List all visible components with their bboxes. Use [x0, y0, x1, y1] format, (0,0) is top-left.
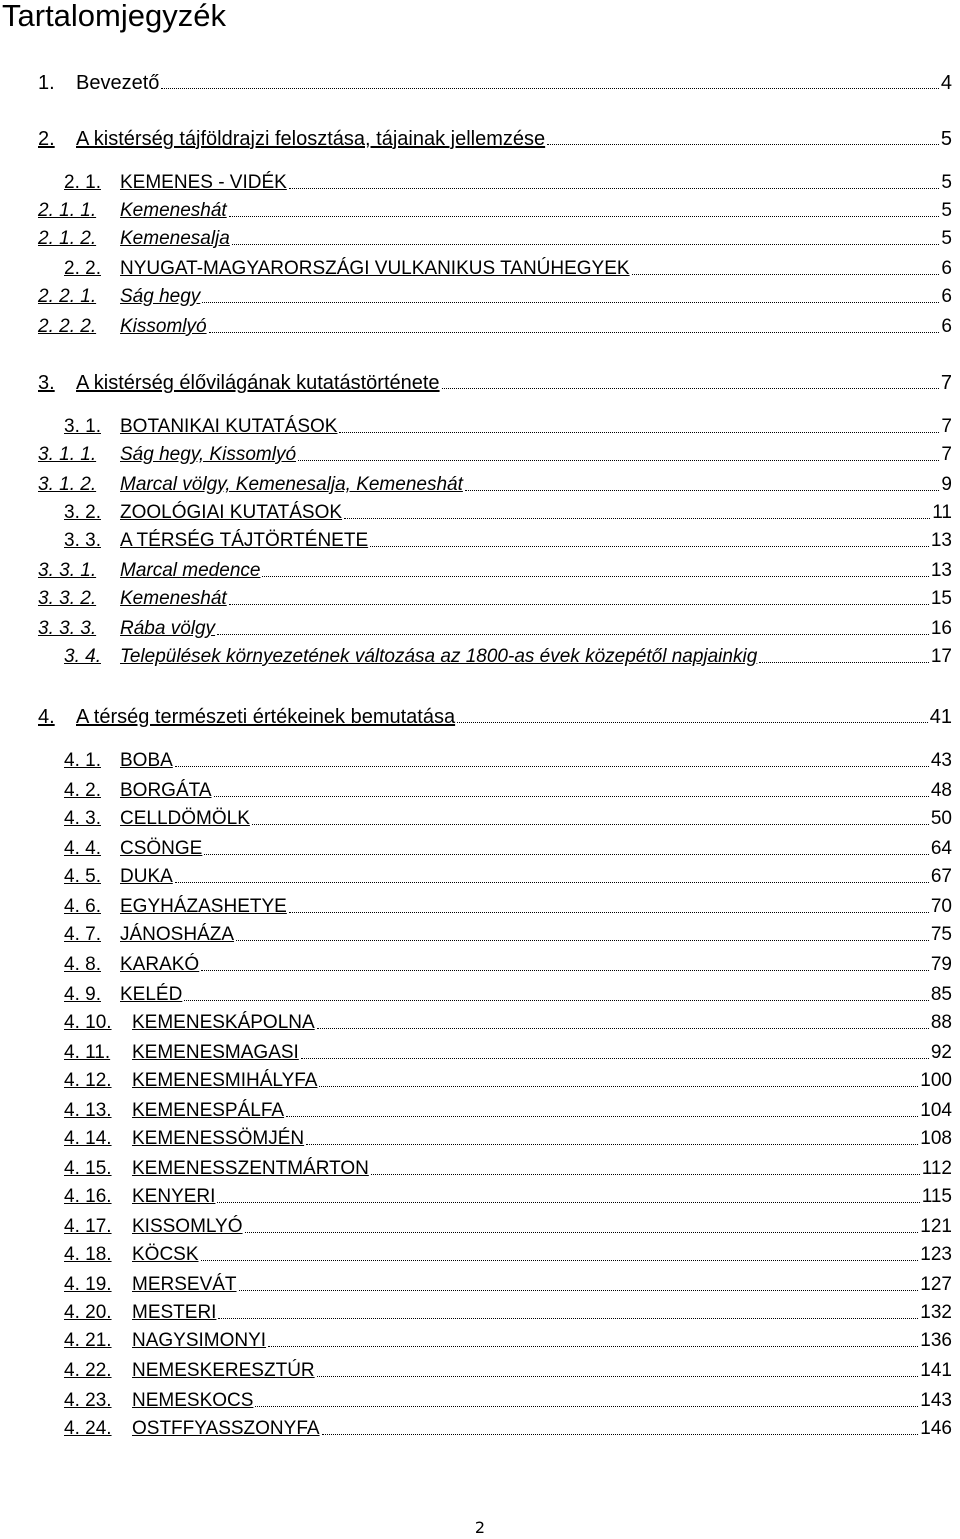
- toc-dot-leader: [217, 634, 929, 635]
- toc-entry-title: BOBA: [120, 750, 173, 771]
- toc-dot-leader: [184, 1000, 929, 1001]
- toc-entry-page-number: 141: [920, 1360, 952, 1381]
- toc-entry-page-number: 132: [920, 1302, 952, 1323]
- toc-entry-number: 4. 3.: [64, 808, 101, 829]
- page-number: 2: [474, 1518, 486, 1537]
- toc-entry[interactable]: [64, 896, 952, 918]
- toc-entry-title: Kemeneshát: [120, 588, 227, 609]
- toc-dot-leader: [306, 1144, 918, 1145]
- toc-entry-page-number: 48: [930, 780, 952, 801]
- toc-entry-title: A kistérség élővilágának kutatástörténete: [76, 372, 440, 394]
- toc-entry[interactable]: [64, 416, 952, 438]
- toc-entry-title: BORGÁTA: [120, 780, 212, 801]
- toc-dot-leader: [286, 1116, 918, 1117]
- toc-entry[interactable]: [64, 1360, 952, 1382]
- toc-entry-number: 2. 2.: [64, 258, 101, 279]
- toc-entry-title: KENYERI: [132, 1186, 216, 1207]
- toc-entry-title: Kissomlyó: [120, 316, 207, 337]
- toc-entry-page-number: 15: [930, 588, 952, 609]
- toc-entry-number: 2. 1. 2.: [38, 228, 97, 249]
- toc-entry[interactable]: [38, 316, 952, 338]
- toc-entry[interactable]: [38, 200, 952, 222]
- toc-dot-leader: [245, 1232, 919, 1233]
- toc-dot-leader: [218, 1318, 918, 1319]
- toc-entry-number: 3. 3.: [64, 530, 101, 551]
- toc-dot-leader: [268, 1346, 918, 1347]
- toc-entry-number: 4.: [38, 706, 55, 728]
- toc-entry-page-number: 79: [930, 954, 952, 975]
- toc-entry-title: KISSOMLYÓ: [132, 1216, 243, 1237]
- toc-entry[interactable]: [38, 444, 952, 466]
- toc-dot-leader: [317, 1028, 929, 1029]
- toc-entry-number: 2. 2. 1.: [38, 286, 97, 307]
- toc-entry[interactable]: [64, 1012, 952, 1034]
- toc-entry-title: KEMENESPÁLFA: [132, 1100, 285, 1121]
- toc-entry[interactable]: [64, 1274, 952, 1296]
- toc-entry-title: Ság hegy, Kissomlyó: [120, 444, 297, 465]
- toc-entry-page-number: 123: [920, 1244, 952, 1265]
- toc-entry[interactable]: [64, 780, 952, 802]
- toc-dot-leader: [370, 546, 929, 547]
- toc-dot-leader: [344, 518, 930, 519]
- toc-entry-page-number: 108: [920, 1128, 952, 1149]
- toc-entry-page-number: 13: [930, 560, 952, 581]
- toc-entry-title: DUKA: [120, 866, 173, 887]
- toc-entry-number: 3. 3. 2.: [38, 588, 97, 609]
- toc-dot-leader: [322, 1434, 919, 1435]
- toc-entry-page-number: 121: [920, 1216, 952, 1237]
- toc-entry-number: 3. 3. 1.: [38, 560, 97, 581]
- toc-entry-page-number: 5: [941, 228, 952, 249]
- toc-entry-page-number: 13: [930, 530, 952, 551]
- toc-entry-number: 4. 12.: [64, 1070, 112, 1091]
- toc-entry-number: 3. 1. 2.: [38, 474, 97, 495]
- toc-entry-number: 2. 1.: [64, 172, 101, 193]
- toc-entry-page-number: 5: [940, 128, 952, 150]
- toc-entry[interactable]: [38, 706, 952, 728]
- toc-dot-leader: [319, 1086, 918, 1087]
- toc-entry-title: KARAKÓ: [120, 954, 200, 975]
- toc-entry-page-number: 146: [920, 1418, 952, 1439]
- toc-entry-title: Települések környezetének változása az 1800-as évek közepétől napjainkig: [120, 646, 758, 667]
- toc-dot-leader: [232, 244, 940, 245]
- toc-entry-page-number: 6: [941, 316, 952, 337]
- toc-entry-number: 4. 21.: [64, 1330, 112, 1351]
- toc-dot-leader: [301, 1058, 929, 1059]
- toc-dot-leader: [252, 824, 929, 825]
- toc-entry-number: 4. 23.: [64, 1390, 112, 1411]
- toc-entry[interactable]: [38, 72, 952, 94]
- toc-entry[interactable]: [64, 984, 952, 1006]
- toc-dot-leader: [442, 388, 939, 389]
- toc-entry[interactable]: [64, 1128, 952, 1150]
- toc-dot-leader: [465, 490, 940, 491]
- toc-entry-number: 4. 2.: [64, 780, 101, 801]
- toc-entry-title: EGYHÁZASHETYE: [120, 896, 287, 917]
- toc-entry-page-number: 5: [941, 172, 952, 193]
- toc-entry[interactable]: [38, 560, 952, 582]
- toc-entry[interactable]: [38, 474, 952, 496]
- toc-dot-leader: [371, 1174, 920, 1175]
- toc-entry-number: 4. 17.: [64, 1216, 112, 1237]
- toc-entry-page-number: 5: [941, 200, 952, 221]
- toc-entry[interactable]: [64, 1186, 952, 1208]
- toc-entry[interactable]: [64, 530, 952, 552]
- toc-entry-number: 4. 18.: [64, 1244, 112, 1265]
- toc-dot-leader: [201, 970, 929, 971]
- toc-dot-leader: [161, 88, 938, 89]
- toc-entry-title: NEMESKOCS: [132, 1390, 254, 1411]
- toc-entry-number: 4. 5.: [64, 866, 101, 887]
- toc-entry[interactable]: [64, 1216, 952, 1238]
- toc-entry[interactable]: [64, 1418, 952, 1440]
- toc-entry-page-number: 127: [920, 1274, 952, 1295]
- toc-entry-page-number: 6: [941, 258, 952, 279]
- toc-entry-title: Bevezető: [76, 72, 160, 94]
- toc-entry-number: 4. 4.: [64, 838, 101, 859]
- toc-entry[interactable]: [38, 128, 952, 150]
- toc-entry-page-number: 41: [929, 706, 952, 728]
- toc-entry-title: CELLDÖMÖLK: [120, 808, 250, 829]
- toc-entry[interactable]: [64, 954, 952, 976]
- toc-dot-leader: [262, 576, 928, 577]
- toc-entry[interactable]: [64, 1158, 952, 1180]
- toc-dot-leader: [209, 332, 940, 333]
- toc-entry-page-number: 112: [921, 1158, 952, 1179]
- toc-entry-page-number: 64: [930, 838, 952, 859]
- toc-entry[interactable]: [64, 646, 952, 668]
- toc-dot-leader: [547, 144, 939, 145]
- toc-entry-number: 3. 4.: [64, 646, 101, 667]
- toc-dot-leader: [457, 722, 928, 723]
- toc-entry[interactable]: [64, 924, 952, 946]
- toc-entry-title: KEMENESSZENTMÁRTON: [132, 1158, 369, 1179]
- toc-entry-page-number: 17: [930, 646, 952, 667]
- toc-entry[interactable]: [64, 808, 952, 830]
- toc-entry-title: NYUGAT-MAGYARORSZÁGI VULKANIKUS TANÚHEGYEK: [120, 258, 630, 279]
- toc-entry-number: 4. 22.: [64, 1360, 112, 1381]
- toc-entry-page-number: 143: [920, 1390, 952, 1411]
- toc-entry-title: OSTFFYASSZONYFA: [132, 1418, 320, 1439]
- toc-entry-page-number: 136: [920, 1330, 952, 1351]
- toc-dot-leader: [217, 1202, 919, 1203]
- toc-entry-number: 4. 9.: [64, 984, 101, 1005]
- toc-entry-number: 4. 14.: [64, 1128, 112, 1149]
- toc-entry[interactable]: [64, 838, 952, 860]
- toc-entry-page-number: 100: [920, 1070, 952, 1091]
- toc-entry-number: 3. 3. 3.: [38, 618, 97, 639]
- toc-entry-title: A TÉRSÉG TÁJTÖRTÉNETE: [120, 530, 369, 551]
- toc-dot-leader: [255, 1406, 918, 1407]
- toc-entry-title: MERSEVÁT: [132, 1274, 237, 1295]
- toc-entry[interactable]: [64, 866, 952, 888]
- toc-dot-leader: [289, 188, 940, 189]
- toc-entry-page-number: 43: [930, 750, 952, 771]
- toc-entry-page-number: 9: [941, 474, 952, 495]
- toc-entry-title: JÁNOSHÁZA: [120, 924, 235, 945]
- toc-entry-number: 4. 19.: [64, 1274, 112, 1295]
- toc-entry-number: 4. 13.: [64, 1100, 112, 1121]
- toc-dot-leader: [759, 662, 929, 663]
- toc-dot-leader: [289, 912, 929, 913]
- toc-entry-title: KEMENESSÖMJÉN: [132, 1128, 305, 1149]
- toc-entry[interactable]: [64, 1100, 952, 1122]
- toc-dot-leader: [214, 796, 929, 797]
- toc-entry-number: 4. 1.: [64, 750, 101, 771]
- toc-entry-title: KÖCSK: [132, 1244, 199, 1265]
- toc-entry-number: 4. 15.: [64, 1158, 112, 1179]
- toc-entry-page-number: 92: [930, 1042, 952, 1063]
- toc-entry-number: 4. 6.: [64, 896, 101, 917]
- toc-entry-page-number: 7: [940, 372, 952, 394]
- toc-entry-title: Marcal medence: [120, 560, 261, 581]
- toc-entry-title: Kemeneshát: [120, 200, 227, 221]
- toc-entry-title: KEMENESMAGASI: [132, 1042, 299, 1063]
- toc-dot-leader: [201, 1260, 919, 1261]
- toc-entry-page-number: 67: [930, 866, 952, 887]
- toc-entry-title: CSÖNGE: [120, 838, 203, 859]
- toc-entry[interactable]: [64, 1390, 952, 1412]
- toc-entry-number: 3.: [38, 372, 55, 394]
- toc-dot-leader: [202, 302, 939, 303]
- toc-entry-number: 2. 1. 1.: [38, 200, 97, 221]
- toc-entry[interactable]: [64, 258, 952, 280]
- toc-dot-leader: [229, 216, 940, 217]
- toc-entry-page-number: 16: [930, 618, 952, 639]
- toc-entry[interactable]: [38, 286, 952, 308]
- toc-entry-page-number: 104: [920, 1100, 952, 1121]
- toc-entry[interactable]: [38, 618, 952, 640]
- toc-entry-title: KEMENES - VIDÉK: [120, 172, 287, 193]
- toc-entry[interactable]: [64, 1244, 952, 1266]
- toc-entry-title: Rába völgy: [120, 618, 216, 639]
- toc-entry-title: NAGYSIMONYI: [132, 1330, 267, 1351]
- document-title: Tartalomjegyzék: [2, 0, 226, 33]
- toc-entry[interactable]: [64, 502, 952, 524]
- toc-entry-page-number: 7: [941, 416, 952, 437]
- toc-entry-page-number: 50: [930, 808, 952, 829]
- toc-entry-page-number: 85: [930, 984, 952, 1005]
- toc-entry[interactable]: [64, 1070, 952, 1092]
- toc-entry-number: 4. 7.: [64, 924, 101, 945]
- toc-entry-page-number: 6: [941, 286, 952, 307]
- toc-dot-leader: [632, 274, 940, 275]
- toc-entry-page-number: 75: [930, 924, 952, 945]
- toc-entry[interactable]: [38, 372, 952, 394]
- toc-entry-title: MESTERI: [132, 1302, 217, 1323]
- toc-entry-number: 4. 8.: [64, 954, 101, 975]
- toc-entry[interactable]: [38, 228, 952, 250]
- toc-entry[interactable]: [64, 1302, 952, 1324]
- toc-entry[interactable]: [64, 1042, 952, 1064]
- toc-entry-title: NEMESKERESZTÚR: [132, 1360, 315, 1381]
- toc-entry-number: 2. 2. 2.: [38, 316, 97, 337]
- toc-entry-number: 4. 11.: [64, 1042, 111, 1063]
- toc-entry[interactable]: [64, 750, 952, 772]
- toc-entry-number: 3. 1.: [64, 416, 101, 437]
- toc-entry-title: Kemenesalja: [120, 228, 230, 249]
- toc-dot-leader: [239, 1290, 919, 1291]
- toc-entry-title: BOTANIKAI KUTATÁSOK: [120, 416, 338, 437]
- toc-entry-title: ZOOLÓGIAI KUTATÁSOK: [120, 502, 343, 523]
- toc-dot-leader: [175, 766, 929, 767]
- toc-entry-title: A kistérség tájföldrajzi felosztása, tájainak jellemzése: [76, 128, 546, 150]
- toc-entry-number: 3. 1. 1.: [38, 444, 97, 465]
- toc-entry-title: Ság hegy: [120, 286, 201, 307]
- toc-entry-number: 4. 20.: [64, 1302, 112, 1323]
- toc-dot-leader: [229, 604, 929, 605]
- toc-entry[interactable]: [64, 1330, 952, 1352]
- toc-entry-page-number: 7: [941, 444, 952, 465]
- toc-entry-title: Marcal völgy, Kemenesalja, Kemeneshát: [120, 474, 463, 495]
- toc-entry[interactable]: [38, 588, 952, 610]
- toc-entry-title: A térség természeti értékeinek bemutatása: [76, 706, 456, 728]
- toc-entry-title: KELÉD: [120, 984, 183, 1005]
- toc-entry[interactable]: [64, 172, 952, 194]
- toc-entry-number: 1.: [38, 72, 55, 94]
- toc-entry-title: KEMENESKÁPOLNA: [132, 1012, 315, 1033]
- toc-dot-leader: [236, 940, 929, 941]
- toc-entry-page-number: 4: [940, 72, 952, 94]
- toc-dot-leader: [175, 882, 929, 883]
- toc-entry-number: 4. 10.: [64, 1012, 112, 1033]
- toc-dot-leader: [298, 460, 939, 461]
- toc-entry-title: KEMENESMIHÁLYFA: [132, 1070, 318, 1091]
- toc-entry-number: 4. 24.: [64, 1418, 112, 1439]
- toc-entry-page-number: 88: [930, 1012, 952, 1033]
- toc-entry-number: 3. 2.: [64, 502, 101, 523]
- toc-entry-page-number: 115: [921, 1186, 952, 1207]
- toc-entry-page-number: 70: [930, 896, 952, 917]
- toc-entry-number: 2.: [38, 128, 55, 150]
- toc-dot-leader: [339, 432, 939, 433]
- toc-dot-leader: [317, 1376, 919, 1377]
- toc-entry-page-number: 11: [932, 502, 952, 523]
- toc-entry-number: 4. 16.: [64, 1186, 112, 1207]
- toc-dot-leader: [204, 854, 929, 855]
